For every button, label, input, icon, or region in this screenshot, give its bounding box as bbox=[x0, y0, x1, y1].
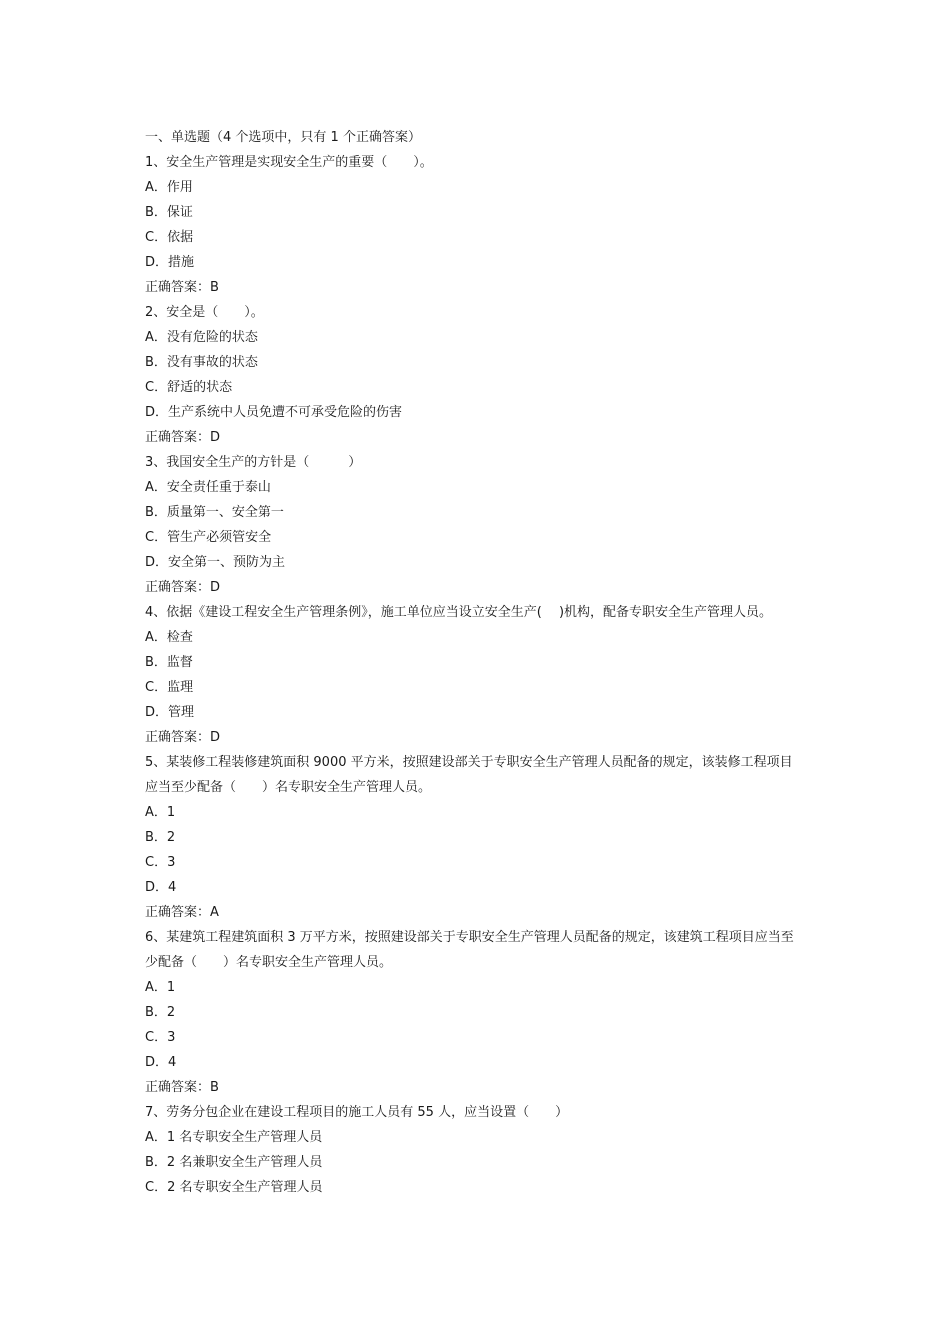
option-d: D．4 bbox=[145, 1055, 177, 1070]
option-d: D．生产系统中人员免遭不可承受危险的伤害 bbox=[145, 405, 403, 420]
option-a: A．1 bbox=[145, 980, 176, 995]
correct-answer: 正确答案：D bbox=[145, 580, 221, 595]
option-c: C．管生产必须管安全 bbox=[145, 530, 272, 545]
question-3 bbox=[145, 450, 805, 600]
question-stem: 1、安全生产管理是实现安全生产的重要（ ）。 bbox=[145, 155, 433, 170]
question-7 bbox=[145, 1100, 805, 1200]
option-a: A．没有危险的状态 bbox=[145, 330, 258, 345]
option-c: C．监理 bbox=[145, 680, 194, 695]
question-5 bbox=[145, 750, 805, 925]
option-a: A．安全责任重于泰山 bbox=[145, 480, 271, 495]
option-b: B．质量第一、安全第一 bbox=[145, 505, 284, 520]
option-b: B．2 名兼职安全生产管理人员 bbox=[145, 1155, 323, 1170]
question-6 bbox=[145, 925, 805, 1100]
question-stem: 5、某装修工程装修建筑面积 9000 平方米，按照建设部关于专职安全生产管理人员配备的规定，该装修工程项目应当至少配备（ ）名专职安全生产管理人员。 bbox=[145, 755, 793, 795]
question-4 bbox=[145, 600, 805, 750]
correct-answer: 正确答案：D bbox=[145, 730, 221, 745]
question-1 bbox=[145, 150, 805, 300]
question-stem: 4、依据《建设工程安全生产管理条例》，施工单位应当设立安全生产( )机构，配备专职安全生产管理人员。 bbox=[145, 605, 773, 620]
option-d: D．措施 bbox=[145, 255, 195, 270]
option-b: B．保证 bbox=[145, 205, 193, 220]
option-b: B．监督 bbox=[145, 655, 193, 670]
option-c: C．2 名专职安全生产管理人员 bbox=[145, 1180, 323, 1195]
correct-answer: 正确答案：B bbox=[145, 1080, 219, 1095]
option-c: C．3 bbox=[145, 1030, 176, 1045]
option-c: C．3 bbox=[145, 855, 176, 870]
option-a: A．1 bbox=[145, 805, 176, 820]
question-stem: 2、安全是（ ）。 bbox=[145, 305, 264, 320]
option-a: A．作用 bbox=[145, 180, 193, 195]
correct-answer: 正确答案：D bbox=[145, 430, 221, 445]
option-b: B．没有事故的状态 bbox=[145, 355, 258, 370]
option-d: D．4 bbox=[145, 880, 177, 895]
question-stem: 6、某建筑工程建筑面积 3 万平方米，按照建设部关于专职安全生产管理人员配备的规定，该建筑工程项目应当至少配备（ ）名专职安全生产管理人员。 bbox=[145, 930, 794, 970]
option-d: D．安全第一、预防为主 bbox=[145, 555, 286, 570]
option-c: C．依据 bbox=[145, 230, 194, 245]
question-stem: 7、劳务分包企业在建设工程项目的施工人员有 55 人，应当设置（ ） bbox=[145, 1105, 569, 1120]
option-d: D．管理 bbox=[145, 705, 195, 720]
option-b: B．2 bbox=[145, 1005, 176, 1020]
question-2 bbox=[145, 300, 805, 450]
option-a: A．1 名专职安全生产管理人员 bbox=[145, 1130, 323, 1145]
option-b: B．2 bbox=[145, 830, 176, 845]
correct-answer: 正确答案：B bbox=[145, 280, 219, 295]
question-stem: 3、我国安全生产的方针是（ ） bbox=[145, 455, 362, 470]
document-body bbox=[145, 125, 805, 1200]
correct-answer: 正确答案：A bbox=[145, 905, 219, 920]
option-a: A．检查 bbox=[145, 630, 193, 645]
option-c: C．舒适的状态 bbox=[145, 380, 233, 395]
section-heading: 一、单选题（4 个选项中，只有 1 个正确答案） bbox=[145, 130, 421, 145]
